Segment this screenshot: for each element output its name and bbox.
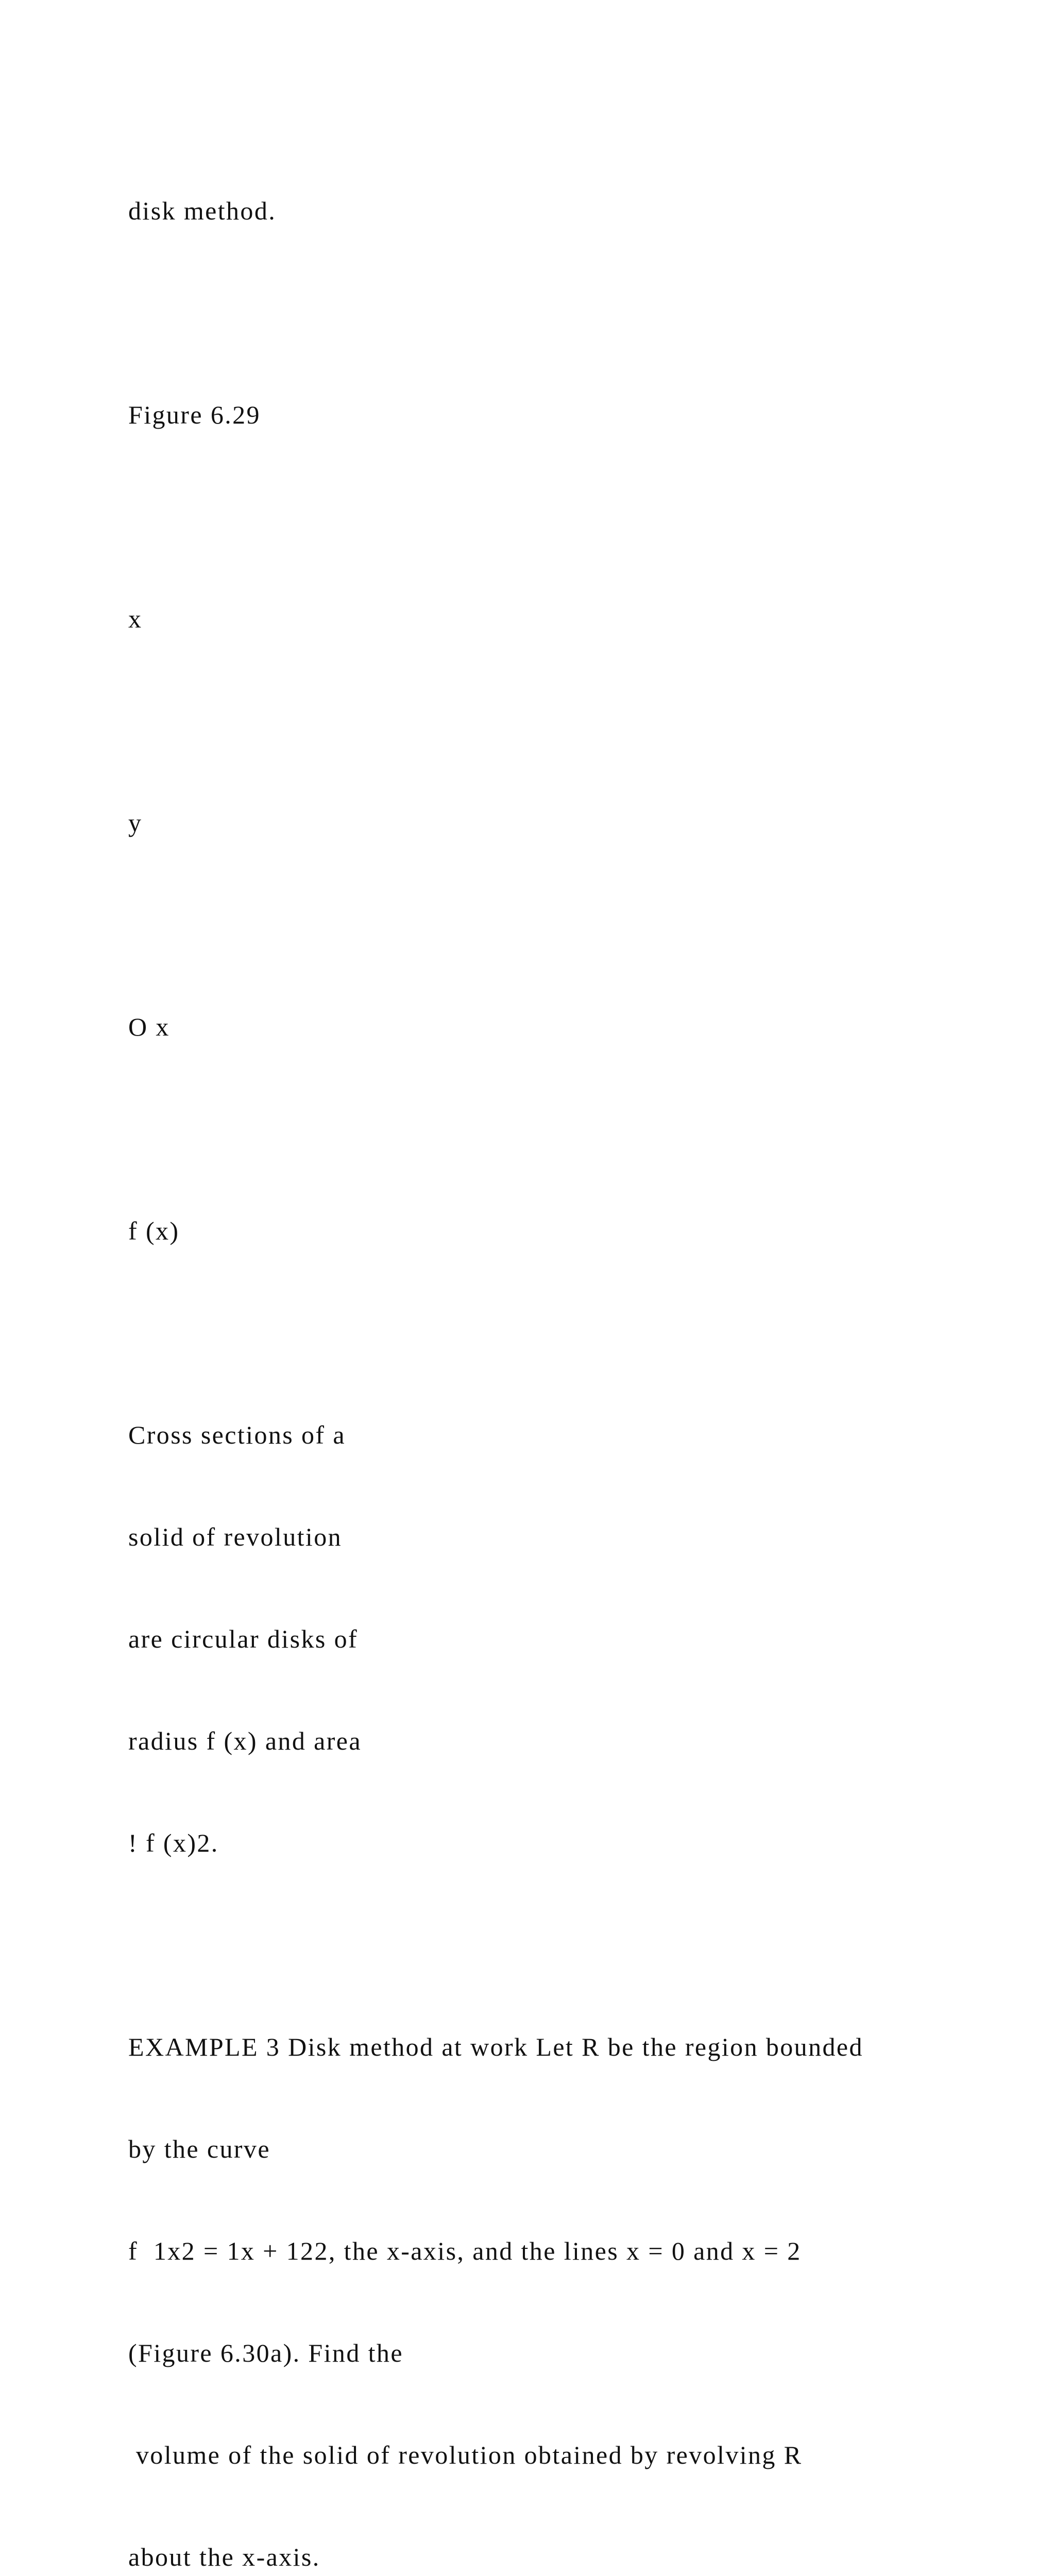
paragraph: [128, 126, 932, 296]
figure-function-label: [128, 1146, 932, 1316]
text-line: are circular disks of: [128, 1624, 359, 1653]
figure-origin-label: [128, 942, 932, 1112]
text-line: Cross sections of a: [128, 1420, 346, 1449]
text-line: Figure 6.29: [128, 400, 261, 429]
figure-caption: [128, 1350, 932, 1928]
text-line: EXAMPLE 3 Disk method at work Let R be the region bounded: [128, 2032, 863, 2061]
figure-label: [128, 330, 932, 500]
figure-axis-label-y: [128, 738, 932, 908]
text-line: f 1x2 = 1x + 122, the x-axis, and the lines x = 0 and x = 2: [128, 2236, 802, 2265]
figure-axis-label-x: [128, 534, 932, 704]
text-line: x: [128, 604, 143, 633]
text-line: radius f (x) and area: [128, 1726, 362, 1755]
text-line: ! f (x)2.: [128, 1828, 219, 1857]
text-line: about the x-axis.: [128, 2543, 320, 2571]
text-line: y: [128, 808, 143, 837]
text-line: disk method.: [128, 196, 277, 225]
text-line: solid of revolution: [128, 1522, 343, 1551]
text-line: O x: [128, 1012, 170, 1041]
text-line: volume of the solid of revolution obtained by revolving R: [128, 2441, 803, 2469]
example-paragraph: [128, 1962, 932, 2576]
document-body: [128, 126, 932, 2576]
text-line: by the curve: [128, 2134, 270, 2163]
text-line: f (x): [128, 1216, 180, 1245]
text-line: (Figure 6.30a). Find the: [128, 2338, 403, 2367]
